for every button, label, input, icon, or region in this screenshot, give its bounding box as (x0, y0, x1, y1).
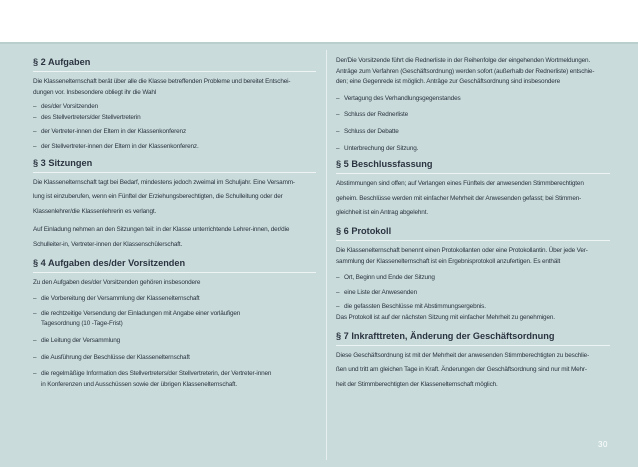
list-item: – Schluss der Debatte (336, 127, 610, 138)
section-3-rule (33, 172, 316, 173)
list-item (33, 369, 316, 390)
section-6-rule (336, 240, 610, 241)
section-3-p1-line2: lung ist einzuberufen, wenn ein Fünftel der Erziehungsberechtigten, die Schulleitung oder der (33, 193, 283, 201)
list-item: – Schluss der Rednerliste (336, 110, 610, 121)
section-3-p1-line1: Die Klassenelternschaft tagt bei Bedarf, mindestens jedoch zweimal im Schuljahr. Eine Versamm- (33, 178, 295, 186)
section-2-rule (33, 71, 316, 72)
section-3-title: § 3 Sitzungen (33, 157, 93, 168)
section-3-p2-line2: Schulleiter-in, Vertreter-innen der Klassenschülerschaft. (33, 240, 183, 248)
list-item: – die Ausführung der Beschlüsse der Klassenelternschaft (33, 353, 316, 364)
section-7-line2: ßen und tritt am gleichen Tage in Kraft. Änderungen der Geschäftsordnung sind nur mit Mehr- (336, 366, 587, 374)
section-7-title: § 7 Inkrafttreten, Änderung der Geschäftsordnung (336, 330, 555, 341)
list-item: – die gefassten Beschlüsse mit Abstimmungsergebnis. (336, 302, 610, 313)
section-5-line1: Abstimmungen sind offen; auf Verlangen eines Fünftels der anwesenden Stimmberechtigten (336, 180, 584, 188)
section-5-rule (336, 173, 610, 174)
rules-intro-line2: Anträge zum Verfahren (Geschäftsordnung) werden sofort (außerhalb der Rednerliste) entschie- (336, 67, 595, 75)
list-item-continuation: Tagesordnung (10 -Tage-Frist) (41, 320, 123, 328)
list-item: – des/der Vorsitzenden (33, 102, 316, 113)
section-4-list (33, 294, 316, 390)
section-6-title: § 6 Protokoll (336, 225, 392, 236)
procedure-motions-list (336, 94, 610, 154)
list-item (33, 309, 316, 330)
list-item: – die Vorbereitung der Versammlung der Klassenelternschaft (33, 294, 316, 305)
section-5-line2: geheim. Beschlüsse werden mit einfacher Mehrheit der Anwesenden gefasst; bei Stimmen- (336, 194, 582, 202)
list-item: – der Stellvertreter-innen der Eltern in der Klassenkonferenz. (33, 142, 316, 153)
section-2-intro-line1: Die Klassenelternschaft berät über alle die Klasse betreffenden Probleme und bereitet Entschei- (33, 78, 291, 85)
list-item: – eine Liste der Anwesenden (336, 288, 610, 299)
list-item: – des Stellvertreters/der Stellvertreterin (33, 113, 316, 124)
protocol-contents-list (336, 273, 610, 313)
section-7-rule (336, 345, 610, 346)
rules-intro-line3: den; eine Gegenrede ist möglich. Anträge zur Geschäftsordnung sind insbesondere (336, 78, 561, 86)
section-3-p2-line1: Auf Einladung nehmen an den Sitzungen teil: in der Klasse unterrichtende Lehrer-innen, der/die (33, 226, 290, 234)
list-item: – Vertagung des Verhandlungsgegenstandes (336, 94, 610, 105)
section-3-p1-line3: Klassenlehrer/die Klassenlehrerin es verlangt. (33, 207, 157, 215)
section-5-line3: gleichheit ist ein Antrag abgelehnt. (336, 209, 428, 217)
section-2-list (33, 102, 316, 152)
list-item: – Ort, Beginn und Ende der Sitzung (336, 273, 610, 284)
page-number: 30 (598, 440, 608, 449)
section-6-closing: Das Protokoll ist auf der nächsten Sitzung mit einfacher Mehrheit zu genehmigen. (336, 313, 555, 321)
section-7-line3: heit der Stimmberechtigten der Klassenelternschaft möglich. (336, 380, 498, 388)
rules-intro-line1: Der/Die Vorsitzende führt die Rednerliste in der Reihenfolge der eingehenden Wortmeldungen. (336, 57, 591, 64)
right-column (336, 56, 610, 390)
section-6-line1: Die Klassenelternschaft benennt einen Protokollanten oder eine Protokollantin. Über jede Ver- (336, 246, 588, 254)
list-item-text: die rechtzeitige Versendung der Einladungen mit Angabe einer vorläufigen (41, 309, 241, 317)
list-item: – Unterbrechung der Sitzung. (336, 144, 610, 155)
section-4-rule (33, 272, 316, 273)
section-4-intro: Zu den Aufgaben des/der Vorsitzenden gehören insbesondere (33, 278, 201, 286)
section-6-line2: sammlung der Klassenelternschaft ist ein Ergebnisprotokoll anzufertigen. Es enthält (336, 257, 561, 265)
section-2-title: § 2 Aufgaben (33, 57, 91, 67)
list-item: – die Leitung der Versammlung (33, 336, 316, 347)
section-2-intro-line2: dungen vor. Insbesondere obliegt ihr die Wahl (33, 88, 157, 96)
left-column (33, 56, 316, 390)
list-item-continuation: in Konferenzen und Ausschüssen sowie der übrigen Klassenelternschaft. (41, 380, 238, 388)
list-item: – der Vertreter-innen der Eltern in der Klassenkonferenz (33, 127, 316, 138)
section-4-title: § 4 Aufgaben des/der Vorsitzenden (33, 257, 186, 268)
section-7-line1: Diese Geschäftsordnung ist mit der Mehrheit der anwesenden Stimmberechtigten zu beschlie- (336, 351, 590, 359)
list-item-text: die regelmäßige Information des Stellvertreters/der Stellvertreterin, der Vertreter-innen (41, 370, 272, 378)
column-divider (326, 50, 327, 460)
section-5-title: § 5 Beschlussfassung (336, 159, 433, 170)
